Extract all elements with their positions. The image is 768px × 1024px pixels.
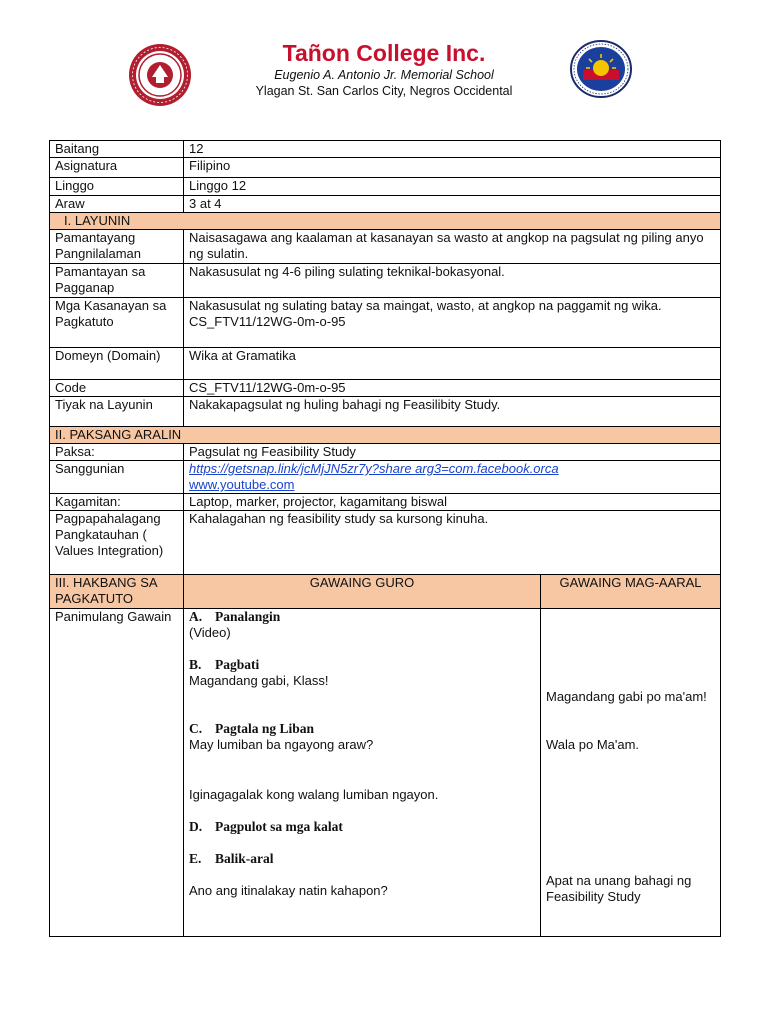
section-title: II. PAKSANG ARALIN <box>50 427 721 444</box>
table-row <box>50 444 721 461</box>
step-text: Iginagagalak kong walang lumiban ngayon. <box>189 787 439 802</box>
skill-text: Nakasusulat ng sulating batay sa maingat, wasto, at angkop na paggamit ng wika. <box>189 298 662 313</box>
section-header <box>50 427 721 444</box>
section-title: I. LAYUNIN <box>50 213 721 230</box>
row-value: Filipino <box>184 158 721 178</box>
row-value: CS_FTV11/12WG-0m-o-95 <box>184 380 721 397</box>
table-row <box>50 511 721 575</box>
row-value: Nakasusulat ng 4-6 piling sulating teknikal-bokasyonal. <box>184 264 721 298</box>
row-label: Asignatura <box>50 158 184 178</box>
step-heading <box>189 657 535 673</box>
row-value <box>184 298 721 348</box>
step-letter: B. <box>189 657 202 672</box>
section-title: III. HAKBANG SA PAGKATUTO <box>50 575 184 609</box>
lesson-plan-table <box>49 140 721 937</box>
step-heading <box>189 609 535 625</box>
row-label: Domeyn (Domain) <box>50 348 184 380</box>
step-letter: A. <box>189 609 203 624</box>
student-response: Apat na unang bahagi ng Feasibility Study <box>546 873 692 904</box>
row-label: Pamantayang Pangnilalaman <box>50 230 184 264</box>
step-heading <box>189 851 535 867</box>
step-text: May lumiban ba ngayong araw? <box>189 737 374 752</box>
deped-seal-logo <box>570 40 632 98</box>
student-response: Wala po Ma'am. <box>546 737 640 752</box>
row-label: Tiyak na Layunin <box>50 397 184 427</box>
table-row <box>50 494 721 511</box>
table-row <box>50 348 721 380</box>
step-heading <box>189 819 535 835</box>
table-row <box>50 178 721 196</box>
section-header <box>50 575 721 609</box>
row-label: Linggo <box>50 178 184 196</box>
row-label: Baitang <box>50 141 184 158</box>
row-label: Mga Kasanayan sa Pagkatuto <box>50 298 184 348</box>
step-letter: D. <box>189 819 203 834</box>
row-value: Laptop, marker, projector, kagamitang biswal <box>184 494 721 511</box>
table-row <box>50 298 721 348</box>
row-value: Pagsulat ng Feasibility Study <box>184 444 721 461</box>
step-title: Panalangin <box>215 609 281 624</box>
step-text: (Video) <box>189 625 231 640</box>
table-row <box>50 196 721 213</box>
row-label: Pamantayan sa Pagganap <box>50 264 184 298</box>
step-heading <box>189 721 535 737</box>
school-name: Eugenio A. Antonio Jr. Memorial School <box>274 68 494 82</box>
step-letter: E. <box>189 851 202 866</box>
step-text: Ano ang itinalakay natin kahapon? <box>189 883 388 898</box>
table-row <box>50 397 721 427</box>
section-header <box>50 213 721 230</box>
row-label: Sanggunian <box>50 461 184 494</box>
row-value: 12 <box>184 141 721 158</box>
row-value: Nakakapagsulat ng huling bahagi ng Feasilibity Study. <box>184 397 721 427</box>
row-label: Pagpapahalagang Pangkatauhan ( Values Integration) <box>50 511 184 575</box>
student-activities <box>541 609 721 937</box>
document-header <box>0 0 768 120</box>
column-header-guro: GAWAING GURO <box>184 575 541 609</box>
step-title: Pagtala ng Liban <box>215 721 315 736</box>
step-title: Balik-aral <box>215 851 274 866</box>
reference-link-getsnap[interactable]: https://getsnap.link/jcMjJN5zr7y?share arg3=com.facebook.orca <box>189 461 559 476</box>
row-value: Kahalagahan ng feasibility study sa kursong kinuha. <box>184 511 721 575</box>
row-value: 3 at 4 <box>184 196 721 213</box>
table-row <box>50 461 721 494</box>
reference-link-youtube[interactable]: www.youtube.com <box>189 477 295 492</box>
step-text: Magandang gabi, Klass! <box>189 673 329 688</box>
college-name: Tañon College Inc. <box>282 40 486 66</box>
table-row <box>50 609 721 937</box>
table-row <box>50 380 721 397</box>
student-response: Magandang gabi po ma'am! <box>546 689 707 704</box>
row-label: Panimulang Gawain <box>50 609 184 937</box>
row-value: Wika at Gramatika <box>184 348 721 380</box>
step-letter: C. <box>189 721 203 736</box>
table-row <box>50 158 721 178</box>
table-row <box>50 141 721 158</box>
column-header-mag-aaral: GAWAING MAG-AARAL <box>541 575 721 609</box>
table-row <box>50 264 721 298</box>
teacher-activities <box>184 609 541 937</box>
table-row <box>50 230 721 264</box>
row-value <box>184 461 721 494</box>
row-label: Araw <box>50 196 184 213</box>
row-label: Paksa: <box>50 444 184 461</box>
row-label: Code <box>50 380 184 397</box>
step-title: Pagbati <box>215 657 260 672</box>
row-label: Kagamitan: <box>50 494 184 511</box>
row-value: Linggo 12 <box>184 178 721 196</box>
school-address: Ylagan St. San Carlos City, Negros Occidental <box>255 84 513 98</box>
step-title: Pagpulot sa mga kalat <box>215 819 343 834</box>
skill-code: CS_FTV11/12WG-0m-o-95 <box>189 314 346 329</box>
row-value: Naisasagawa ang kaalaman at kasanayan sa wasto at angkop na pagsulat ng piling anyo ng sulatin. <box>184 230 721 264</box>
